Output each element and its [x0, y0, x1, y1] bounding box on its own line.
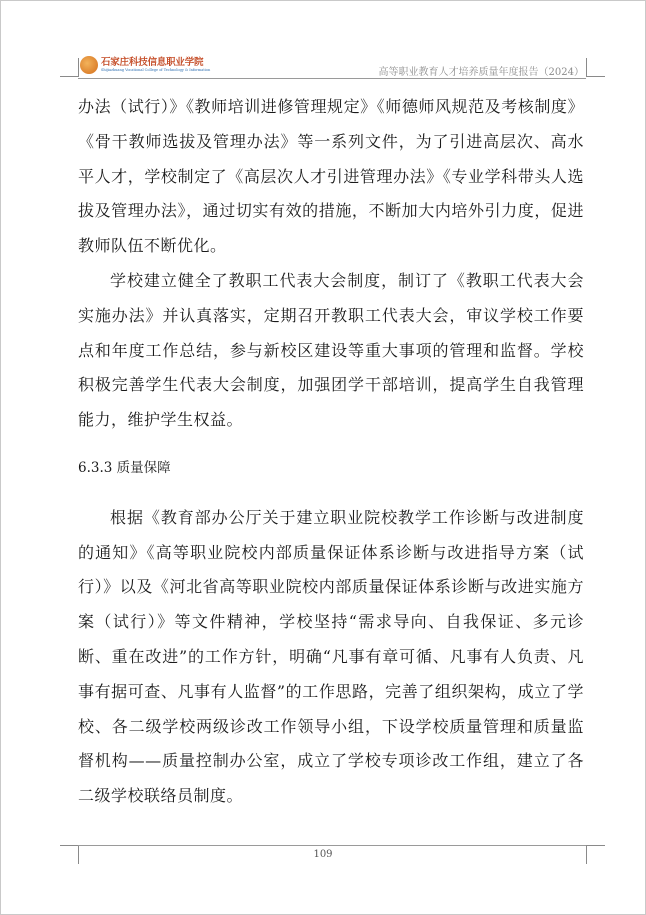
crop-mark-top-left [60, 58, 79, 77]
logo-text-block [101, 58, 210, 72]
crop-mark-top-right [586, 58, 605, 77]
running-header-title: 高等职业教育人才培养质量年度报告（2024） [378, 67, 584, 78]
logo-subtext: Shijiazhuang Vocational College of Technology & Information [101, 67, 211, 72]
header-rule [78, 78, 586, 79]
school-emblem-icon [80, 56, 98, 74]
paragraph-staff-congress: 学校建立健全了教职工代表大会制度，制订了《教职工代表大会实施办法》并认真落实，定期召开教职工代表大会，审议学校工作要点和年度工作总结，参与新校区建设等重大事项的管理和监督。学校积极完善学生代表大会制度，加强团学干部培训，提高学生自我管理能力，维护学生权益。 [78, 270, 584, 430]
paragraph-continued: 办法（试行）》《教师培训进修管理规定》《师德师风规范及考核制度》《骨干教师选拔及管理办法》等一系列文件，为了引进高层次、高水平人才，学校制定了《高层次人才引进管理办法》《专业学科带头人选拔及管理办法》，通过切实有效的措施，不断加大内培外引力度，促进教师队伍不断优化。 [78, 97, 584, 256]
section-heading: 6.3.3 质量保障 [78, 459, 171, 476]
footer-rule [78, 845, 586, 846]
paragraph-quality-assurance: 根据《教育部办公厅关于建立职业院校教学工作诊断与改进制度的通知》《高等职业院校内部质量保证体系诊断与改进指导方案（试行）》以及《河北省高等职业院校内部质量保证体系诊断与改进实施方案（试行）》等文件精神，学校坚持“需求导向、自我保证、多元诊断、重在改进”的工作方针，明确“凡事有章可循、凡事有人负责、凡事有据可查、凡事有人监督”的工作思路，完善了组织架构，成立了学校、各二级学校两级诊改工作领导小组，下设学校质量管理和质量监督机构——质量控制办公室，成立了学校专项诊改工作组，建立了各二级学校联络员制度。 [78, 507, 584, 806]
page-body [78, 90, 584, 814]
logo-name: 石家庄科技信息职业学院 [101, 57, 204, 68]
school-logo [80, 54, 211, 76]
page-number: 109 [313, 849, 333, 860]
